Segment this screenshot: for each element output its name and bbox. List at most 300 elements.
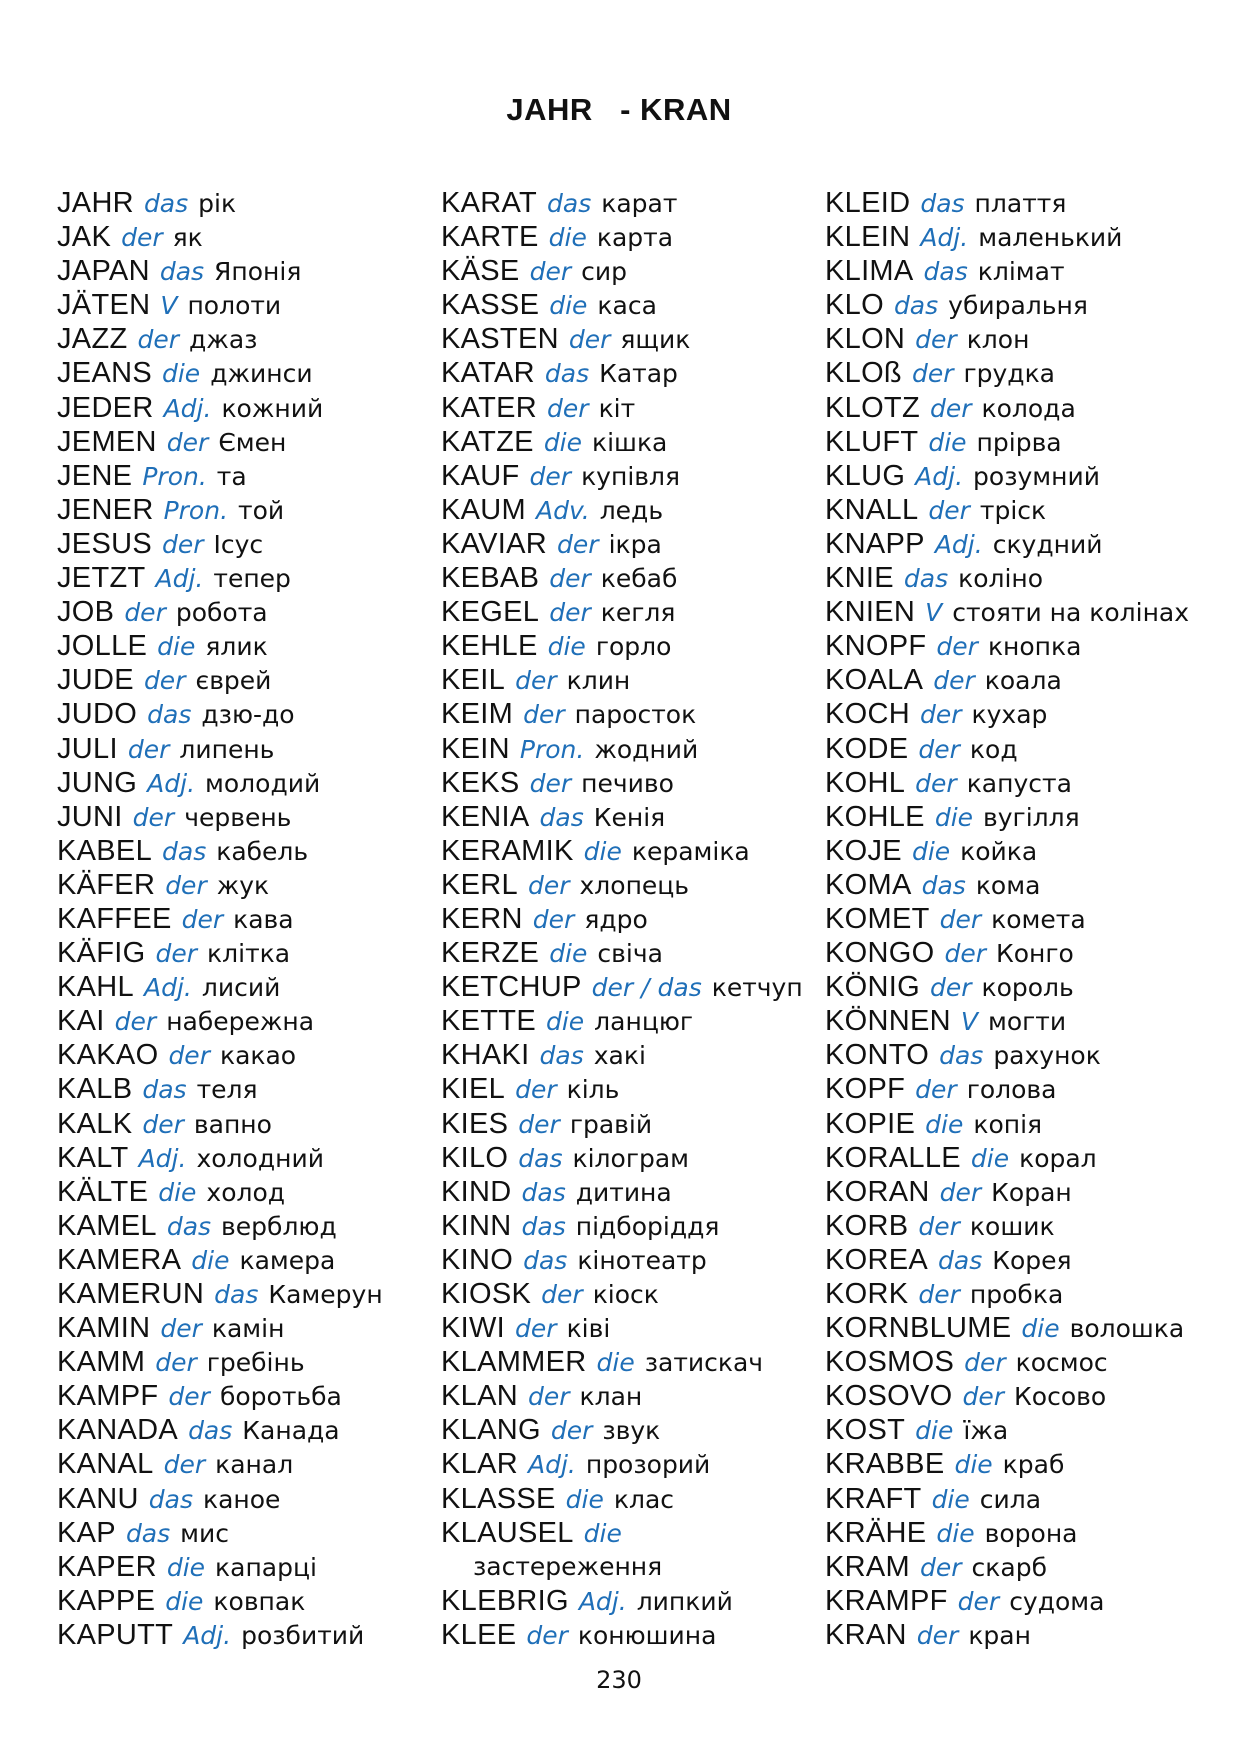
headword: KÄFIG (57, 937, 146, 970)
translation: сир (581, 257, 627, 287)
dictionary-entry (441, 493, 803, 527)
headword: KLO (825, 289, 884, 322)
translation: Ісус (213, 529, 264, 559)
headword: KERN (441, 902, 523, 935)
part-of-speech: die (931, 1484, 970, 1514)
part-of-speech: die (928, 427, 967, 457)
dictionary-entry (57, 766, 383, 800)
translation: Канада (242, 1416, 340, 1446)
headword: KÄSE (441, 255, 520, 288)
dictionary-entry (441, 766, 803, 800)
part-of-speech: das (142, 1075, 187, 1105)
part-of-speech: Adj. (934, 529, 983, 559)
part-of-speech: der / das (591, 973, 702, 1003)
part-of-speech: der (160, 1314, 202, 1344)
translation: їжа (963, 1416, 1009, 1446)
part-of-speech: V (960, 1007, 978, 1037)
translation: Ємен (218, 427, 287, 457)
part-of-speech: das (159, 257, 205, 287)
part-of-speech: das (523, 1245, 568, 1275)
headword: JETZT (57, 562, 146, 595)
headword: JENE (57, 459, 133, 492)
translation: грудка (963, 359, 1055, 389)
dictionary-entry (825, 220, 1189, 254)
part-of-speech: der (143, 666, 186, 696)
headword: KRAN (825, 1618, 907, 1651)
dictionary-entry (825, 1447, 1189, 1481)
translation: кошик (969, 1211, 1055, 1241)
part-of-speech: das (920, 189, 965, 218)
part-of-speech: der (523, 700, 565, 730)
headword: KETTE (441, 1005, 536, 1038)
part-of-speech: der (168, 1041, 210, 1071)
dictionary-entry (57, 254, 383, 288)
part-of-speech: die (543, 427, 583, 457)
dictionary-entry (57, 902, 383, 936)
headword: KEBAB (441, 562, 540, 595)
headword: KOSMOS (825, 1346, 955, 1379)
translation: кілограм (572, 1143, 690, 1173)
translation: печиво (581, 768, 674, 798)
dictionary-entry (57, 493, 383, 527)
dictionary-entry (57, 459, 383, 493)
headword: KAPUTT (57, 1618, 174, 1651)
dictionary-entry-continuation (441, 1550, 803, 1584)
headword: KANADA (57, 1414, 179, 1447)
translation: копія (973, 1109, 1043, 1139)
translation: какао (219, 1041, 297, 1071)
part-of-speech: der (936, 632, 978, 662)
headword: KAUM (441, 493, 526, 526)
headword: KAMIN (57, 1312, 151, 1345)
part-of-speech: der (142, 1109, 184, 1139)
translation: звук (602, 1416, 661, 1446)
translation: капарці (215, 1552, 317, 1582)
headword: KLUFT (825, 425, 919, 458)
dictionary-entry (57, 697, 383, 731)
dictionary-entry (57, 595, 383, 629)
dictionary-entry (825, 1004, 1189, 1038)
dictionary-entry (57, 186, 383, 220)
dictionary-entry (825, 834, 1189, 868)
translation: плаття (974, 189, 1067, 218)
part-of-speech: die (549, 939, 588, 969)
dictionary-entry (825, 1516, 1189, 1550)
headword: JOB (57, 596, 115, 629)
translation: застереження (473, 1551, 663, 1581)
translation: Корея (992, 1245, 1072, 1275)
headword: KAFFEE (57, 902, 172, 935)
part-of-speech: der (547, 393, 589, 423)
part-of-speech: die (915, 1416, 954, 1446)
part-of-speech: die (925, 1109, 964, 1139)
translation: Японія (214, 257, 302, 287)
translation: горло (595, 632, 672, 662)
translation: клан (579, 1382, 643, 1412)
headword: KASSE (441, 289, 540, 322)
translation: клітка (207, 939, 291, 969)
headword: KLON (825, 323, 906, 356)
translation: Катар (599, 359, 678, 389)
headword: KOMET (825, 902, 930, 935)
part-of-speech: der (527, 870, 570, 900)
part-of-speech: die (565, 1484, 604, 1514)
headword: KLAR (441, 1448, 518, 1481)
translation: кабель (216, 836, 309, 866)
dictionary-entry (441, 868, 803, 902)
translation: кішка (592, 427, 668, 457)
dictionary-entry (825, 493, 1189, 527)
dictionary-entry (57, 834, 383, 868)
headword: KAP (57, 1516, 116, 1549)
dictionary-entry (57, 1618, 383, 1652)
headword: KODE (825, 732, 909, 765)
dictionary-entry (57, 1072, 383, 1106)
translation: сила (979, 1484, 1042, 1514)
headword: KÖNIG (825, 971, 920, 1004)
dictionary-entry (441, 1004, 803, 1038)
headword: KLEID (825, 187, 911, 219)
translation: червень (184, 802, 292, 832)
headword: KLOß (825, 357, 902, 390)
page-title: JAHR - KRAN (506, 92, 732, 127)
dictionary-entry (441, 220, 803, 254)
dictionary-entry (441, 1175, 803, 1209)
translation: кебаб (600, 564, 678, 594)
part-of-speech: der (121, 223, 163, 253)
translation: кран (968, 1620, 1031, 1650)
part-of-speech: der (549, 564, 591, 594)
part-of-speech: das (544, 359, 590, 389)
headword: KAUF (441, 459, 520, 492)
translation: клімат (977, 257, 1065, 287)
translation: кожний (221, 393, 324, 423)
dictionary-entry (57, 629, 383, 663)
translation: судома (1009, 1586, 1105, 1616)
headword: KETCHUP (441, 971, 582, 1004)
dictionary-entry (825, 459, 1189, 493)
dictionary-entry (57, 322, 383, 356)
headword: KARTE (441, 221, 539, 254)
translation: камера (239, 1245, 336, 1275)
dictionary-entry (441, 936, 803, 970)
part-of-speech: der (114, 1007, 157, 1037)
dictionary-entry (441, 1447, 803, 1481)
translation: холод (206, 1177, 286, 1207)
part-of-speech: die (970, 1143, 1010, 1173)
headword: KOPIE (825, 1107, 916, 1140)
dictionary-entry (57, 1516, 383, 1550)
headword: KAPPE (57, 1584, 156, 1617)
dictionary-entry (825, 391, 1189, 425)
translation: ледь (599, 495, 664, 525)
headword: KÄFER (57, 868, 156, 901)
translation: Конго (996, 939, 1074, 969)
dictionary-entry (441, 322, 803, 356)
headword: KASTEN (441, 323, 559, 356)
part-of-speech: der (161, 529, 204, 559)
part-of-speech: der (916, 1620, 959, 1650)
translation: краб (1002, 1450, 1065, 1480)
dictionary-entry (825, 1141, 1189, 1175)
translation: джинси (210, 359, 313, 389)
part-of-speech: der (939, 1177, 982, 1207)
headword: KLOTZ (825, 391, 920, 424)
translation: набережна (166, 1007, 315, 1037)
part-of-speech: das (148, 1484, 193, 1514)
dictionary-entry (57, 1277, 383, 1311)
part-of-speech: das (521, 1211, 566, 1241)
dictionary-entry (441, 902, 803, 936)
translation: стояти на колінах (952, 598, 1190, 628)
headword: KABEL (57, 834, 152, 867)
headword: KOSOVO (825, 1380, 953, 1413)
dictionary-entry (825, 970, 1189, 1004)
headword: KIND (441, 1175, 512, 1208)
dictionary-entry (57, 1175, 383, 1209)
part-of-speech: der (928, 495, 970, 525)
dictionary-entry (825, 868, 1189, 902)
translation: жодний (594, 734, 699, 764)
part-of-speech: das (188, 1416, 233, 1446)
part-of-speech: der (155, 939, 198, 969)
part-of-speech: das (547, 189, 592, 218)
part-of-speech: das (893, 291, 939, 321)
dictionary-entry (825, 561, 1189, 595)
part-of-speech: der (518, 1109, 560, 1139)
headword: JULI (57, 732, 118, 765)
dictionary-entry (441, 1038, 803, 1072)
part-of-speech: Adj. (155, 564, 204, 594)
part-of-speech: der (515, 666, 557, 696)
headword: KIEL (441, 1073, 506, 1106)
part-of-speech: der (915, 768, 957, 798)
dictionary-entry (825, 1175, 1189, 1209)
headword: KHAKI (441, 1039, 530, 1072)
translation: той (238, 495, 285, 525)
translation: Кенія (593, 802, 666, 832)
dictionary-entry (441, 1209, 803, 1243)
translation: гравій (569, 1109, 653, 1139)
part-of-speech: der (557, 529, 599, 559)
dictionary-column-2 (441, 186, 803, 1652)
dictionary-entry (57, 663, 383, 697)
dictionary-entry (825, 1345, 1189, 1379)
headword: KALK (57, 1107, 133, 1140)
headword: JEANS (57, 357, 152, 390)
translation: кава (233, 904, 294, 934)
translation: вугілля (983, 802, 1080, 832)
dictionary-entry (441, 1379, 803, 1413)
translation: лисий (201, 973, 281, 1003)
part-of-speech: das (143, 189, 189, 218)
headword: KNOPF (825, 630, 927, 663)
dictionary-entry (441, 732, 803, 766)
translation: підборіддя (575, 1211, 720, 1241)
headword: KONGO (825, 937, 935, 970)
translation: комета (991, 904, 1086, 934)
headword: KAVIAR (441, 527, 548, 560)
translation: Коран (991, 1177, 1072, 1207)
page-number: 230 (596, 1666, 642, 1694)
headword: JÄTEN (57, 289, 151, 322)
part-of-speech: der (568, 325, 611, 355)
part-of-speech: der (929, 393, 972, 423)
dictionary-entry (441, 1482, 803, 1516)
translation: убиральня (948, 291, 1088, 321)
dictionary-entry (441, 254, 803, 288)
headword: KORALLE (825, 1141, 961, 1174)
part-of-speech: der (137, 325, 180, 355)
headword: KRÄHE (825, 1516, 927, 1549)
translation: боротьба (219, 1382, 342, 1412)
headword: KAMM (57, 1346, 146, 1379)
translation: пробка (969, 1280, 1064, 1309)
headword: KEIM (441, 698, 514, 731)
dictionary-column-1 (57, 186, 383, 1652)
translation: койка (960, 836, 1038, 866)
translation: дзю-до (201, 700, 295, 730)
part-of-speech: der (166, 427, 209, 457)
dictionary-entry (57, 1345, 383, 1379)
dictionary-entry (57, 527, 383, 561)
dictionary-entry (825, 595, 1189, 629)
translation: тепер (213, 564, 291, 594)
translation: кухар (971, 700, 1048, 730)
part-of-speech: der (168, 1382, 210, 1412)
part-of-speech: das (166, 1211, 212, 1241)
headword: JOLLE (57, 630, 148, 663)
dictionary-entry (825, 322, 1189, 356)
translation: кнопка (987, 632, 1082, 662)
part-of-speech: der (155, 1348, 197, 1378)
headword: KNALL (825, 493, 919, 526)
translation: єврей (195, 666, 272, 696)
headword: KÖNNEN (825, 1005, 951, 1038)
dictionary-entry (441, 1277, 803, 1311)
headword: JAPAN (57, 255, 150, 288)
translation: кераміка (631, 836, 750, 866)
part-of-speech: der (929, 973, 972, 1003)
headword: JENER (57, 493, 154, 526)
dictionary-entry (825, 1618, 1189, 1652)
translation: паросток (574, 700, 697, 730)
dictionary-entry (825, 766, 1189, 800)
headword: KOCH (825, 698, 910, 731)
translation: прозорий (585, 1450, 711, 1480)
headword: KAMERA (57, 1243, 182, 1276)
part-of-speech: das (921, 870, 966, 900)
dictionary-entry (441, 356, 803, 390)
dictionary-entry (825, 732, 1189, 766)
part-of-speech: der (550, 1416, 593, 1446)
dictionary-entry (825, 1311, 1189, 1345)
translation: кома (975, 870, 1041, 900)
dictionary-entry (825, 527, 1189, 561)
headword: KATAR (441, 357, 535, 390)
part-of-speech: Adj. (578, 1586, 627, 1616)
translation: маленький (978, 223, 1123, 253)
dictionary-entry (57, 1107, 383, 1141)
headword: KENIA (441, 800, 530, 833)
dictionary-entry (441, 527, 803, 561)
part-of-speech: der (920, 700, 962, 730)
translation: конюшина (577, 1620, 717, 1650)
dictionary-entry (825, 288, 1189, 322)
translation: каса (597, 291, 657, 321)
dictionary-entry (441, 288, 803, 322)
dictionary-entry (441, 1107, 803, 1141)
translation: ялик (205, 632, 268, 662)
translation: полоти (187, 291, 282, 321)
part-of-speech: die (911, 836, 951, 866)
dictionary-entry (441, 1516, 803, 1550)
headword: KAHL (57, 971, 134, 1004)
translation: король (981, 973, 1074, 1003)
headword: KIES (441, 1107, 509, 1140)
headword: KONTO (825, 1039, 930, 1072)
headword: KORNBLUME (825, 1312, 1012, 1345)
headword: KAMEL (57, 1209, 157, 1242)
headword: KALT (57, 1141, 129, 1174)
translation: рахунок (993, 1041, 1101, 1071)
translation: купівля (581, 461, 681, 491)
dictionary-entry (57, 1141, 383, 1175)
part-of-speech: der (529, 768, 572, 798)
part-of-speech: der (915, 1075, 957, 1105)
part-of-speech: die (548, 223, 587, 253)
headword: KILO (441, 1141, 509, 1174)
dictionary-entry (441, 1072, 803, 1106)
translation: ківі (566, 1314, 611, 1344)
translation: розумний (973, 461, 1100, 491)
translation: волошка (1069, 1314, 1185, 1344)
translation: ковпак (213, 1586, 306, 1616)
dictionary-entry (57, 1584, 383, 1618)
part-of-speech: Adj. (147, 768, 196, 798)
translation: кіоск (592, 1280, 659, 1309)
dictionary-entry (441, 1345, 803, 1379)
part-of-speech: der (933, 666, 975, 696)
part-of-speech: das (939, 1041, 984, 1071)
headword: KEKS (441, 766, 520, 799)
part-of-speech: die (549, 291, 588, 321)
translation: теля (196, 1075, 258, 1105)
headword: KOJE (825, 834, 902, 867)
translation: коліно (958, 564, 1044, 594)
headword: KRAFT (825, 1482, 922, 1515)
dictionary-entry (825, 1379, 1189, 1413)
translation: вапно (193, 1109, 272, 1139)
headword: KRAM (825, 1550, 910, 1583)
dictionary-entry (825, 697, 1189, 731)
dictionary-entry (57, 1004, 383, 1038)
headword: JUDE (57, 664, 134, 697)
part-of-speech: die (1021, 1314, 1060, 1344)
dictionary-entry (57, 425, 383, 459)
translation: рік (198, 189, 237, 218)
translation: клин (566, 666, 631, 696)
dictionary-entry (57, 1482, 383, 1516)
part-of-speech: die (161, 359, 201, 389)
part-of-speech: der (920, 1552, 962, 1582)
part-of-speech: das (539, 802, 584, 832)
headword: KAMPF (57, 1380, 159, 1413)
part-of-speech: Adj. (143, 973, 192, 1003)
translation: колода (981, 393, 1076, 423)
headword: KANAL (57, 1448, 154, 1481)
translation: ланцюг (594, 1007, 694, 1037)
